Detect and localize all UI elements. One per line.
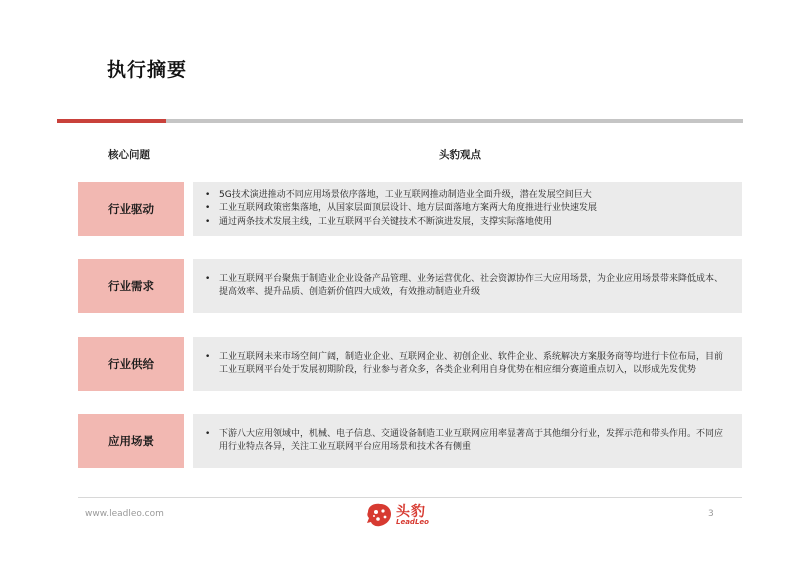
bullet-list xyxy=(205,189,728,230)
row-content-application-scenarios xyxy=(193,414,742,468)
bullet-list xyxy=(205,428,728,455)
row-content-industry-demand xyxy=(193,259,742,313)
footer-website-link[interactable]: www.leadleo.com xyxy=(85,509,164,519)
bullet-list xyxy=(205,351,728,378)
row-label-industry-demand: 行业需求 xyxy=(78,259,184,313)
logo-text-cn: 头豹 xyxy=(396,504,426,520)
logo-text-en: LeadLeo xyxy=(396,518,429,526)
bullet-item: • 通过两条技术发展主线，工业互联网平台关键技术不断演进发展，支撑实际落地使用 xyxy=(205,216,728,230)
brand-logo xyxy=(365,500,435,530)
page-number: 3 xyxy=(708,509,714,519)
row-label-industry-drivers: 行业驱动 xyxy=(78,182,184,236)
bullet-item: • 工业互联网政策密集落地，从国家层面顶层设计、地方层面落地方案两大角度推进行业快速发展 xyxy=(205,202,728,216)
bullet-list xyxy=(205,273,728,300)
row-content-industry-supply xyxy=(193,337,742,391)
bullet-item: • 工业互联网未来市场空间广阔，制造业企业、互联网企业、初创企业、软件企业、系统解决方案服务商等均进行卡位布局，目前工业互联网平台处于发展初期阶段，行业参与者众多，各类企业利用自身优势在相应细分赛道重点切入，以形成先发优势 xyxy=(205,351,728,378)
leopard-head-icon xyxy=(365,502,393,528)
row-label-application-scenarios: 应用场景 xyxy=(78,414,184,468)
row-label-industry-supply: 行业供给 xyxy=(78,337,184,391)
footer-divider xyxy=(78,497,742,498)
row-content-industry-drivers xyxy=(193,182,742,236)
bullet-item: • 工业互联网平台聚焦于制造业企业设备产品管理、业务运营优化、社会资源协作三大应用场景，为企业应用场景带来降低成本、提高效率、提升品质、创造新价值四大成效，有效推动制造业升级 xyxy=(205,273,728,300)
title-divider xyxy=(166,119,743,123)
column-header-viewpoint: 头豹观点 xyxy=(439,149,481,161)
bullet-item: • 5G技术演进推动不同应用场景依序落地，工业互联网推动制造业全面升级，潜在发展空间巨大 xyxy=(205,189,728,203)
column-header-core-issue: 核心问题 xyxy=(108,149,150,161)
page-title: 执行摘要 xyxy=(107,59,188,81)
bullet-item: • 下游八大应用领域中，机械、电子信息、交通设备制造工业互联网应用率显著高于其他细分行业，发挥示范和带头作用。不同应用行业特点各异，关注工业互联网平台应用场景和技术各有侧重 xyxy=(205,428,728,455)
title-divider-accent xyxy=(57,119,166,123)
